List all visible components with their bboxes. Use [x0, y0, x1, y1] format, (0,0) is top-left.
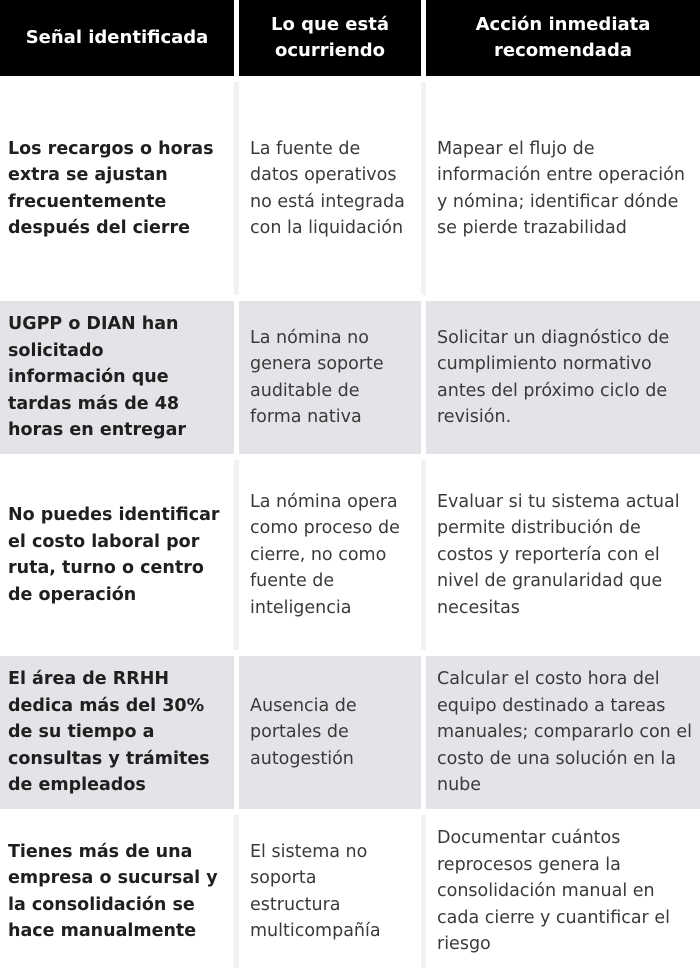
row-1-action: Mapear el flujo de información entre operación y nómina; identificar dónde se pierde trazabilidad [426, 82, 700, 295]
header-happening: Lo que está ocurriendo [239, 0, 421, 76]
row-2-signal: UGPP o DIAN han solicitado información que tardas más de 48 horas en entregar [0, 301, 234, 454]
row-1-signal: Los recargos o horas extra se ajustan frecuentemente después del cierre [0, 82, 234, 295]
row-3-signal: No puedes identificar el costo laboral por ruta, turno o centro de operación [0, 460, 234, 650]
row-3-happening: La nómina opera como proceso de cierre, no como fuente de inteligencia [239, 460, 421, 650]
header-signal: Señal identificada [0, 0, 234, 76]
row-4-happening: Ausencia de portales de autogestión [239, 656, 421, 809]
row-5-signal: Tienes más de una empresa o sucursal y la consolidación se hace manualmente [0, 815, 234, 968]
row-1-happening: La fuente de datos operativos no está integrada con la liquidación [239, 82, 421, 295]
row-2-happening: La nómina no genera soporte auditable de forma nativa [239, 301, 421, 454]
row-4-signal: El área de RRHH dedica más del 30% de su tiempo a consultas y trámites de empleados [0, 656, 234, 809]
row-4-action: Calcular el costo hora del equipo destinado a tareas manuales; compararlo con el costo de una solución en la nube [426, 656, 700, 809]
row-2-action: Solicitar un diagnóstico de cumplimiento normativo antes del próximo ciclo de revisión. [426, 301, 700, 454]
row-3-action: Evaluar si tu sistema actual permite distribución de costos y reportería con el nivel de granularidad que necesitas [426, 460, 700, 650]
row-5-action: Documentar cuántos reprocesos genera la consolidación manual en cada cierre y cuantificar el riesgo [426, 815, 700, 968]
row-5-happening: El sistema no soporta estructura multicompañía [239, 815, 421, 968]
header-action: Acción inmediata recomendada [426, 0, 700, 76]
